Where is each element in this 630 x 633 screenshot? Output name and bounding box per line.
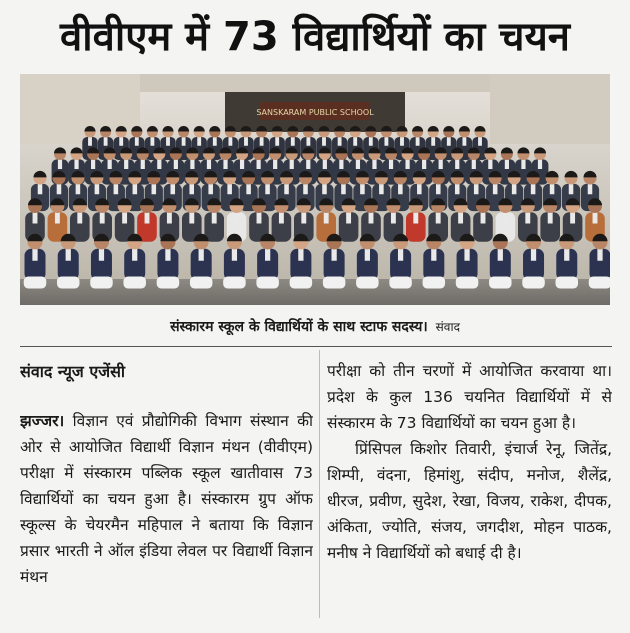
photo-caption: [20, 312, 610, 342]
article-column-right: [327, 358, 612, 626]
photo-person: [339, 198, 359, 241]
school-banner-text: SANSKARAM PUBLIC SCHOOL: [256, 108, 374, 117]
photo-person: [540, 198, 560, 241]
caption-credit: संवाद: [435, 320, 460, 334]
dateline: झज्जर।: [20, 412, 65, 430]
group-photo: [20, 74, 610, 305]
byline-spacer: [20, 386, 313, 408]
article-left-body: विज्ञान एवं प्रौद्योगिकी विभाग संस्थान की ओर से आयोजित विद्यार्थी विज्ञान मंथन (वीवीएम) परीक्षा में संस्कारम पब्लिक स्कूल खातीवास 73 विद्यार्थियों का चयन हुआ है। संस्कारम ग्रुप ऑफ स्कूल्स के चेयरमैन महिपाल ने बताया कि विज्ञान प्रसार भारती ने ऑल इंडिया लेवल पर विद्यार्थी विज्ञान मंथन: [20, 412, 313, 586]
photo-person: [473, 198, 493, 241]
article-paragraph-3: प्रिंसिपल किशोर तिवारी, इंचार्ज रेनू, जितेंद्र, शिम्पी, वंदना, हिमांशु, संदीप, मनोज, शैलेंद्र, धीरज, प्रवीण, सुदेश, रेखा, विजय, राकेश, दीपक, अंकिता, ज्योति, संजय, जगदीश, मोहन पाठक, मनीष ने विद्यार्थियों को बधाई दी है।: [327, 440, 612, 562]
article-paragraph-1: [20, 408, 313, 590]
photo-person: [272, 198, 292, 241]
photo-person: [137, 198, 157, 241]
byline: संवाद न्यूज एजेंसी: [20, 362, 126, 381]
photo-person: [406, 198, 426, 241]
photo-person: [204, 198, 224, 241]
caption-text: संस्कारम स्कूल के विद्यार्थियों के साथ स्टाफ सदस्य।: [170, 319, 428, 335]
headline: वीवीएम में 73 विद्यार्थियों का चयन: [60, 14, 570, 60]
column-separator: [319, 350, 320, 618]
section-divider: [20, 346, 612, 347]
photo-person: [70, 198, 90, 241]
article-column-left: [20, 358, 313, 626]
group-photo-illustration: [20, 74, 610, 305]
article-paragraph-2: परीक्षा को तीन चरणों में आयोजित करवाया था। प्रदेश के कुल 136 चयनित विद्यार्थियों में से संस्कारम के 73 विद्यार्थियों का चयन हुआ है।: [327, 362, 612, 432]
